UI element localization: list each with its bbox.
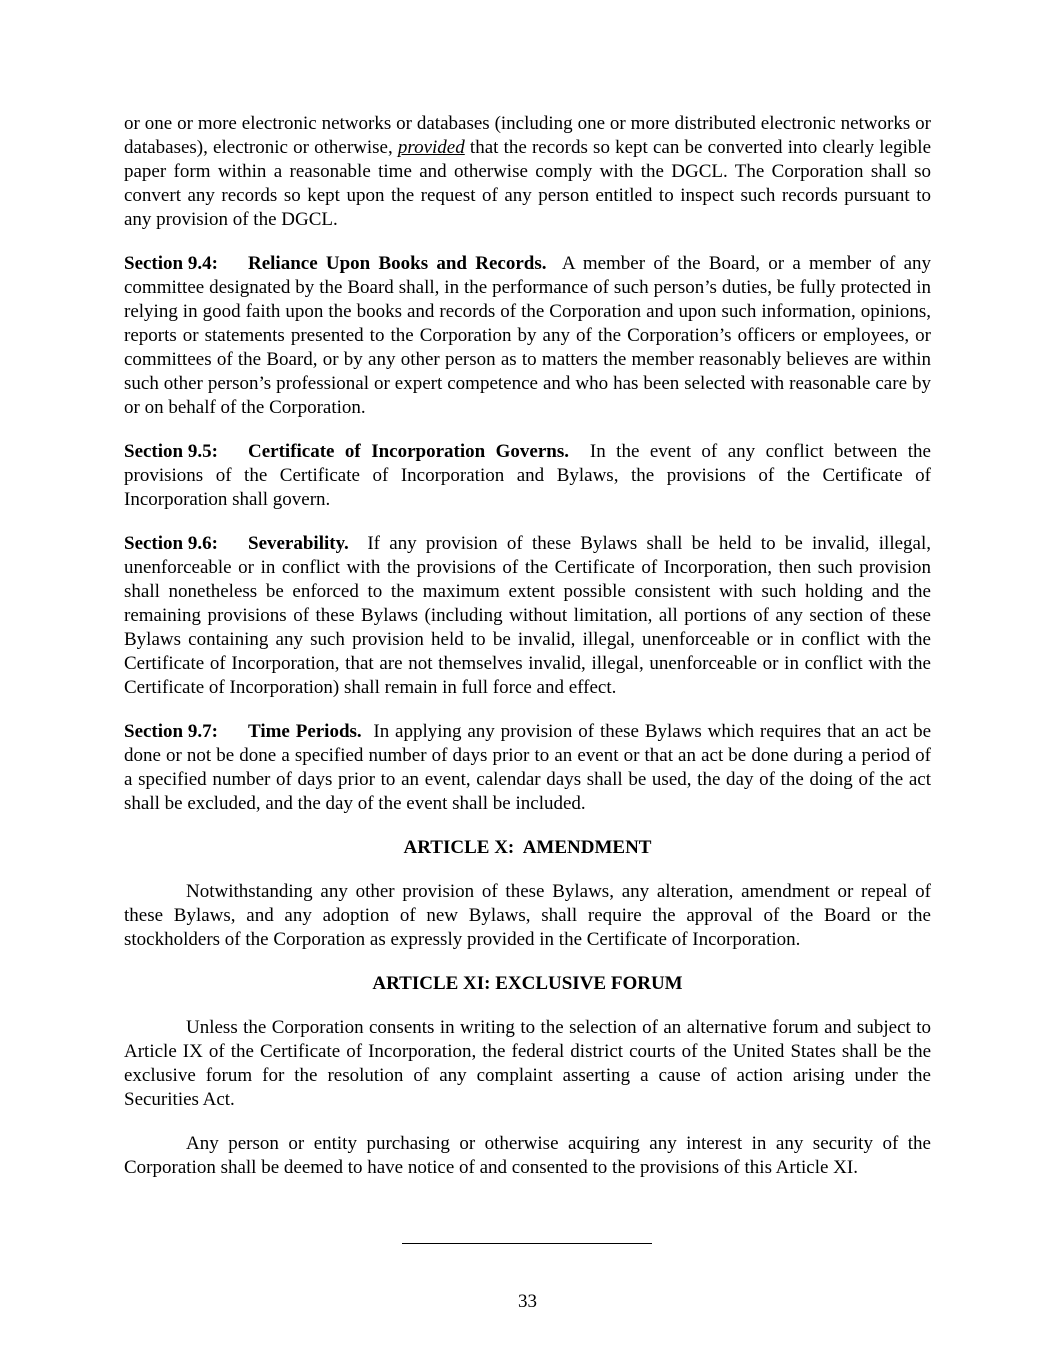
- provided-emphasis: provided: [397, 137, 465, 158]
- section-9-6: [124, 532, 931, 700]
- section-9-5: [124, 440, 931, 512]
- section-number: Section 9.5:: [124, 441, 218, 462]
- section-9-4: [124, 252, 931, 420]
- section-9-7: [124, 720, 931, 816]
- section-body: In the event of any conflict between the provisions of the Certificate of Incorporation and Bylaws, the provisions of the Certificate of Incorporation shall govern.: [124, 441, 931, 510]
- end-rule-divider: [402, 1243, 652, 1244]
- article-xi-paragraph-1: Unless the Corporation consents in writing to the selection of an alternative forum and subject to Article IX of the Certificate of Incorporation, the federal district courts of the United States shall be the exclusive forum for the resolution of any complaint asserting a cause of action arising under the Securities Act.: [124, 1017, 931, 1110]
- page-number: 33: [518, 1291, 537, 1312]
- section-number: Section 9.4:: [124, 253, 218, 274]
- section-title: Certificate of Incorporation Governs.: [248, 441, 570, 462]
- continuation-paragraph: or one or more electronic networks or databases (including one or more distributed electronic networks or databases), electronic or otherwise, provided that the records so kept can be converted into clearly legible paper form within a reasonable time and otherwise comply with the DGCL. The Corporation shall so convert any records so kept upon the request of any person entitled to inspect such records pursuant to any provision of the DGCL.: [124, 113, 932, 230]
- section-body: In applying any provision of these Bylaws which requires that an act be done or not be done a specified number of days prior to an event or that an act be done during a period of a specified number of days prior to an event, calendar days shall be used, the day of the doing of the act shall be excluded, and the day of the event shall be included.: [124, 721, 931, 814]
- article-xi-paragraph-2: Any person or entity purchasing or otherwise acquiring any interest in any security of the Corporation shall be deemed to have notice of and consented to the provisions of this Article XI.: [124, 1133, 931, 1178]
- section-title: Time Periods.: [248, 721, 362, 742]
- section-body: If any provision of these Bylaws shall be held to be invalid, illegal, unenforceable or in conflict with the provisions of the Certificate of Incorporation, then such provision shall nonetheless be enforced to the maximum extent possible consistent with such holding and the remaining provisions of these Bylaws (including without limitation, all portions of any section of these Bylaws containing any such provision held to be invalid, illegal, unenforceable or in conflict with the Certificate of Incorporation, that are not themselves invalid, illegal, unenforceable or in conflict with the Certificate of Incorporation) shall remain in full force and effect.: [124, 533, 931, 698]
- article-x-paragraph: Notwithstanding any other provision of these Bylaws, any alteration, amendment or repeal of these Bylaws, and any adoption of new Bylaws, shall require the approval of the Board or the stockholders of the Corporation as expressly provided in the Certificate of Incorporation.: [124, 881, 931, 950]
- page-content: [124, 112, 931, 1200]
- section-title: Reliance Upon Books and Records.: [248, 253, 547, 274]
- article-xi-heading: ARTICLE XI: EXCLUSIVE FORUM: [372, 973, 683, 994]
- section-number: Section 9.6:: [124, 533, 218, 554]
- article-x-heading: ARTICLE X: AMENDMENT: [403, 837, 652, 858]
- section-title: Severability.: [248, 533, 349, 554]
- section-body: A member of the Board, or a member of any committee designated by the Board shall, in the performance of such person’s duties, be fully protected in relying in good faith upon the books and records of the Corporation and upon such information, opinions, reports or statements presented to the Corporation by any of the Corporation’s officers or employees, or committees of the Board, or by any other person as to matters the member reasonably believes are within such other person’s professional or expert competence and who has been selected with reasonable care by or on behalf of the Corporation.: [124, 253, 931, 418]
- section-number: Section 9.7:: [124, 721, 218, 742]
